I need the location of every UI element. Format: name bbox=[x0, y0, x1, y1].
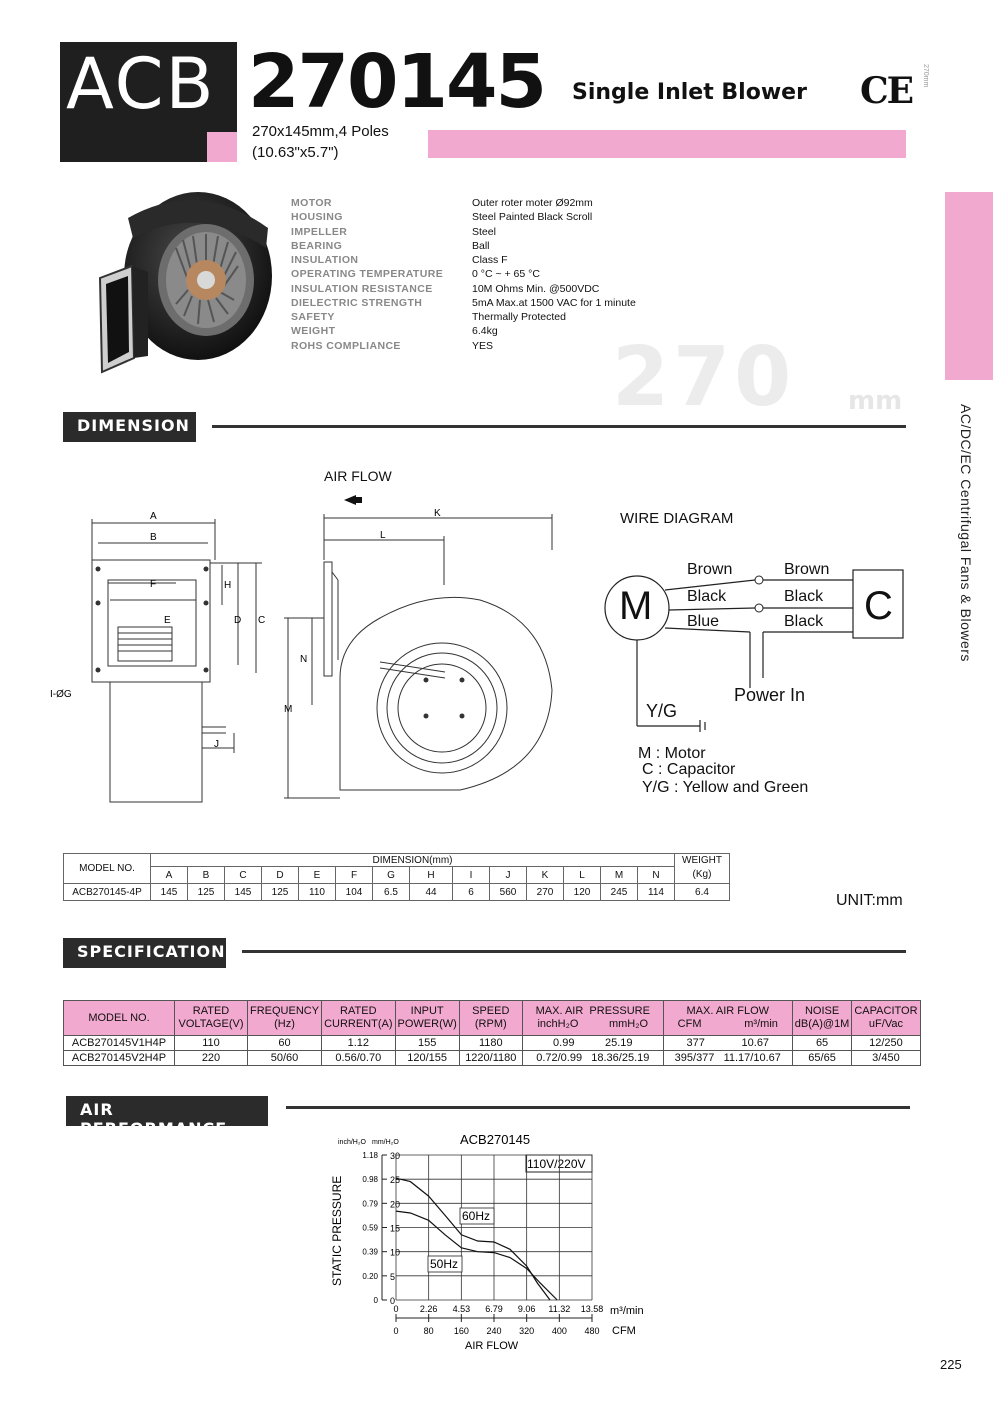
chart-x-tick-label-cfm: 400 bbox=[551, 1326, 567, 1336]
chart-y-label: STATIC PRESSURE bbox=[330, 1175, 344, 1286]
spec-col-noise bbox=[792, 1001, 852, 1036]
dim-col-f: F bbox=[336, 867, 373, 884]
dim-col-k: K bbox=[527, 867, 564, 884]
spec-r2-frequency: 50/60 bbox=[248, 1051, 322, 1066]
logo-accent bbox=[207, 132, 237, 162]
dim-value-weight: 6.4 bbox=[675, 884, 730, 901]
section-specification-rule bbox=[242, 950, 906, 953]
dim-value-c: 145 bbox=[225, 884, 262, 901]
dim-label-h: H bbox=[224, 580, 232, 591]
dim-table-model-header: MODEL NO. bbox=[64, 854, 151, 884]
chart-y-tick-label-inch: 0.98 bbox=[362, 1175, 378, 1185]
spec-value-impeller: Steel bbox=[472, 226, 496, 238]
dim-col-m: M bbox=[601, 867, 638, 884]
spec-r1-power: 155 bbox=[395, 1036, 459, 1051]
spec-label-rohs: ROHS COMPLIANCE bbox=[291, 340, 401, 352]
spec-value-safety: Thermally Protected bbox=[472, 311, 566, 323]
spec-col-current-l1: RATED bbox=[340, 1005, 377, 1017]
dim-label-k: K bbox=[434, 508, 441, 519]
chart-axes bbox=[382, 1155, 592, 1322]
spec-col-voltage-l2: VOLTAGE(V) bbox=[178, 1018, 244, 1030]
dim-label-j: J bbox=[214, 739, 219, 750]
dim-value-m: 245 bbox=[601, 884, 638, 901]
spec-label-motor: MOTOR bbox=[291, 197, 332, 209]
chart-x-tick-label-cfm: 160 bbox=[453, 1326, 469, 1336]
chart-y-tick-label-mm: 20 bbox=[390, 1199, 401, 1210]
wire-right-3: Black bbox=[784, 613, 824, 630]
spec-value-dielectric-strength: 5mA Max.at 1500 VAC for 1 minute bbox=[472, 297, 636, 309]
spec-col-speed-l1: SPEED bbox=[472, 1005, 510, 1017]
chart-x-tick-label-m3min: 4.53 bbox=[452, 1304, 471, 1314]
dim-col-d: D bbox=[262, 867, 299, 884]
dim-col-b: B bbox=[188, 867, 225, 884]
chart-x-tick-label-cfm: 240 bbox=[486, 1326, 502, 1336]
legend-capacitor: C : Capacitor bbox=[642, 761, 736, 778]
spec-r1-frequency: 60 bbox=[248, 1036, 322, 1051]
unit-label: UNIT:mm bbox=[836, 892, 903, 909]
chart-y-tick-label-mm: 15 bbox=[390, 1223, 401, 1234]
wire-right-2: Black bbox=[784, 588, 824, 605]
dim-col-g: G bbox=[373, 867, 410, 884]
spec-r1-pressure: 0.99 25.19 bbox=[522, 1036, 663, 1051]
spec-col-frequency bbox=[248, 1001, 322, 1036]
spec-r2-current: 0.56/0.70 bbox=[322, 1051, 395, 1066]
ce-mark: CE bbox=[860, 70, 913, 112]
motor-letter: M bbox=[619, 584, 653, 628]
wire-left-2: Black bbox=[687, 588, 727, 605]
spec-col-voltage bbox=[175, 1001, 248, 1036]
section-dimension-rule bbox=[212, 425, 906, 428]
spec-col-pressure-l1: MAX. AIR PRESSURE bbox=[535, 1005, 650, 1017]
spec-col-frequency-l2: (Hz) bbox=[274, 1018, 295, 1030]
spec-label-insulation: INSULATION bbox=[291, 254, 359, 266]
front-view-drawing bbox=[50, 505, 280, 805]
spec-r2-airflow: 395/377 11.17/10.67 bbox=[663, 1051, 792, 1066]
chart-x-tick-label-m3min: 2.26 bbox=[419, 1304, 438, 1314]
size-watermark-unit: mm bbox=[848, 386, 903, 416]
dim-value-a: 145 bbox=[151, 884, 188, 901]
spec-value-rohs: YES bbox=[472, 340, 494, 352]
chart-y-tick-label-mm: 10 bbox=[390, 1247, 401, 1258]
dim-col-i: I bbox=[453, 867, 490, 884]
dim-col-n: N bbox=[638, 867, 675, 884]
dim-col-c: C bbox=[225, 867, 262, 884]
spec-label-operating-temperature: OPERATING TEMPERATURE bbox=[291, 268, 444, 280]
dim-table-weight-header: WEIGHT bbox=[675, 854, 730, 867]
air-flow-label: AIR FLOW bbox=[324, 468, 392, 484]
product-title: Single Inlet Blower bbox=[572, 80, 807, 105]
chart-title: ACB270145 bbox=[460, 1132, 531, 1147]
dim-value-i: 6 bbox=[453, 884, 490, 901]
spec-col-noise-l2: dB(A)@1M bbox=[794, 1018, 850, 1030]
dim-col-j: J bbox=[490, 867, 527, 884]
section-air-performance-rule bbox=[286, 1106, 910, 1109]
chart-y-unit-right: mm/H₂O bbox=[372, 1139, 399, 1146]
chart-series-line-50hz bbox=[396, 1211, 557, 1300]
spec-r2-noise: 65/65 bbox=[792, 1051, 852, 1066]
wire-left-3: Blue bbox=[687, 613, 720, 630]
air-performance-chart bbox=[320, 1128, 660, 1356]
spec-value-insulation: Class F bbox=[472, 254, 508, 266]
spec-r1-noise: 65 bbox=[792, 1036, 852, 1051]
dim-label-i-g: I-ØG bbox=[50, 689, 72, 700]
spec-col-current-l2: CURRENT(A) bbox=[324, 1018, 393, 1030]
dim-label-m: M bbox=[284, 704, 293, 715]
spec-value-weight: 6.4kg bbox=[472, 325, 498, 337]
spec-label-weight: WEIGHT bbox=[291, 325, 336, 337]
dim-label-a: A bbox=[150, 511, 157, 522]
spec-label-safety: SAFETY bbox=[291, 311, 335, 323]
chart-y-tick-label-inch: 0.39 bbox=[362, 1247, 378, 1257]
chart-y-tick-label-mm: 30 bbox=[390, 1151, 401, 1161]
chart-x-tick-label-m3min: 9.06 bbox=[517, 1304, 536, 1314]
spec-col-voltage-l1: RATED bbox=[192, 1005, 230, 1017]
dim-col-e: E bbox=[299, 867, 336, 884]
chart-y-tick-label-inch: 0.20 bbox=[362, 1271, 378, 1281]
spec-value-bearing: Ball bbox=[472, 240, 490, 252]
chart-x-tick-label-m3min: 11.32 bbox=[548, 1304, 571, 1314]
spec-col-power-l2: POWER(W) bbox=[397, 1018, 457, 1030]
spec-col-power bbox=[395, 1001, 459, 1036]
spec-r1-capacitor: 12/250 bbox=[852, 1036, 920, 1051]
chart-y-tick-label-mm: 25 bbox=[390, 1175, 401, 1186]
spec-label-housing: HOUSING bbox=[291, 211, 343, 223]
page-number: 225 bbox=[940, 1357, 962, 1372]
spec-label-impeller: IMPELLER bbox=[291, 226, 348, 238]
spec-col-pressure bbox=[522, 1001, 663, 1036]
spec-col-airflow-l2: CFM m³/min bbox=[677, 1018, 778, 1030]
spec-col-capacitor bbox=[852, 1001, 920, 1036]
dim-table-weight-unit: (Kg) bbox=[675, 867, 730, 884]
dim-value-g: 6.5 bbox=[373, 884, 410, 901]
chart-x-unit-top: m³/min bbox=[610, 1305, 644, 1317]
spec-col-frequency-l1: FREQUENCY bbox=[250, 1005, 320, 1017]
chart-series-label-50hz: 50Hz bbox=[430, 1257, 459, 1271]
spec-r1-speed: 1180 bbox=[459, 1036, 522, 1051]
table-row bbox=[64, 1036, 921, 1051]
spec-r2-capacitor: 3/450 bbox=[852, 1051, 920, 1066]
specification-table bbox=[63, 1000, 921, 1066]
chart-y-tick-label-inch: 1.18 bbox=[362, 1151, 378, 1160]
chart-ticks bbox=[362, 1151, 603, 1336]
header-pink-bar bbox=[428, 130, 906, 158]
dim-value-b: 125 bbox=[188, 884, 225, 901]
spec-r2-speed: 1220/1180 bbox=[459, 1051, 522, 1066]
chart-x-tick-label-cfm: 80 bbox=[423, 1326, 434, 1336]
chart-x-tick-label-cfm: 0 bbox=[393, 1326, 399, 1336]
size-line-2: (10.63"x5.7") bbox=[252, 144, 339, 161]
power-in-label: Power In bbox=[734, 685, 806, 705]
spec-value-housing: Steel Painted Black Scroll bbox=[472, 211, 593, 223]
spec-r2-power: 120/155 bbox=[395, 1051, 459, 1066]
spec-value-motor: Outer roter moter Ø92mm bbox=[472, 197, 593, 209]
dim-value-n: 114 bbox=[638, 884, 675, 901]
dim-value-e: 110 bbox=[299, 884, 336, 901]
spec-r1-airflow: 377 10.67 bbox=[663, 1036, 792, 1051]
dim-row-model: ACB270145-4P bbox=[64, 884, 151, 901]
spec-col-power-l1: INPUT bbox=[410, 1005, 444, 1017]
spec-value-operating-temperature: 0 °C ~ + 65 °C bbox=[472, 268, 540, 280]
chart-y-tick-label-mm: 0 bbox=[390, 1296, 396, 1306]
dim-value-j: 560 bbox=[490, 884, 527, 901]
dimension-table bbox=[63, 853, 730, 901]
side-small-text: 270mm bbox=[922, 64, 929, 88]
spec-col-speed-l2: (RPM) bbox=[474, 1018, 507, 1030]
dim-label-c: C bbox=[258, 615, 266, 626]
dim-col-h: H bbox=[410, 867, 453, 884]
spec-label-bearing: BEARING bbox=[291, 240, 343, 252]
spec-label-insulation-resistance: INSULATION RESISTANCE bbox=[291, 283, 433, 295]
spec-r2-pressure: 0.72/0.99 18.36/25.19 bbox=[522, 1051, 663, 1066]
capacitor-letter: C bbox=[864, 584, 893, 628]
chart-y-unit-left: inch/H₂O bbox=[338, 1139, 367, 1146]
size-watermark: 270 bbox=[612, 330, 796, 425]
model-number: 270145 bbox=[248, 39, 545, 125]
chart-series bbox=[396, 1178, 557, 1300]
chart-x-tick-label-cfm: 480 bbox=[584, 1326, 600, 1336]
dim-col-l: L bbox=[564, 867, 601, 884]
side-tab bbox=[945, 192, 993, 380]
dim-value-h: 44 bbox=[410, 884, 453, 901]
spec-r1-current: 1.12 bbox=[322, 1036, 395, 1051]
ground-label: Y/G bbox=[646, 701, 678, 721]
size-line-1: 270x145mm,4 Poles bbox=[252, 123, 389, 140]
spec-col-airflow-l1: MAX. AIR FLOW bbox=[686, 1005, 770, 1017]
spec-col-capacitor-l2: uF/Vac bbox=[868, 1018, 903, 1030]
dim-value-f: 104 bbox=[336, 884, 373, 901]
section-air-performance: AIR PERFORMANCE bbox=[66, 1096, 268, 1126]
chart-y-tick-label-inch: 0.79 bbox=[362, 1199, 378, 1209]
wire-left-1: Brown bbox=[687, 561, 733, 578]
side-tab-label: AC/DC/EC Centrifugal Fans & Blowers bbox=[958, 404, 974, 662]
dim-value-k: 270 bbox=[527, 884, 564, 901]
spec-r1-model: ACB270145V1H4P bbox=[64, 1036, 175, 1051]
chart-annotation: 110V/220V bbox=[527, 1157, 586, 1171]
brand-logo-text: ACB bbox=[66, 43, 216, 125]
chart-y-tick-label-inch: 0 bbox=[373, 1296, 378, 1305]
spec-col-pressure-l2: inchH₂O mmH₂O bbox=[537, 1018, 649, 1030]
legend-motor: M : Motor bbox=[638, 745, 706, 762]
dim-col-a: A bbox=[151, 867, 188, 884]
spec-r2-model: ACB270145V2H4P bbox=[64, 1051, 175, 1066]
section-dimension: DIMENSION bbox=[63, 412, 196, 442]
spec-col-model bbox=[64, 1001, 175, 1036]
spec-col-current bbox=[322, 1001, 395, 1036]
dim-value-l: 120 bbox=[564, 884, 601, 901]
chart-series-label-60hz: 60Hz bbox=[462, 1209, 491, 1223]
chart-y-tick-label-mm: 5 bbox=[390, 1271, 396, 1282]
spec-col-speed bbox=[459, 1001, 522, 1036]
spec-col-model-label: MODEL NO. bbox=[88, 1011, 150, 1024]
chart-x-tick-label-m3min: 0 bbox=[393, 1304, 399, 1314]
spec-label-dielectric-strength: DIELECTRIC STRENGTH bbox=[291, 297, 423, 309]
dim-table-dimension-header: DIMENSION(mm) bbox=[151, 854, 675, 867]
spec-col-capacitor-l1: CAPACITOR bbox=[854, 1005, 918, 1017]
dim-value-d: 125 bbox=[262, 884, 299, 901]
chart-x-tick-label-m3min: 6.79 bbox=[485, 1304, 503, 1314]
wire-diagram-title: WIRE DIAGRAM bbox=[620, 510, 734, 527]
dim-label-e: E bbox=[164, 615, 171, 626]
dim-label-n: N bbox=[300, 654, 308, 665]
chart-x-tick-label-cfm: 320 bbox=[519, 1326, 535, 1336]
dim-label-l: L bbox=[380, 530, 386, 541]
spec-col-airflow bbox=[663, 1001, 792, 1036]
table-row bbox=[64, 884, 730, 901]
table-row bbox=[64, 1051, 921, 1066]
spec-r2-voltage: 220 bbox=[175, 1051, 248, 1066]
section-specification: SPECIFICATION bbox=[63, 938, 226, 968]
side-view-drawing bbox=[280, 490, 565, 805]
blower-photo bbox=[88, 188, 278, 383]
dim-label-d: D bbox=[234, 615, 242, 626]
chart-y-tick-label-inch: 0.59 bbox=[362, 1223, 378, 1233]
spec-value-insulation-resistance: 10M Ohms Min. @500VDC bbox=[472, 283, 600, 295]
wire-right-1: Brown bbox=[784, 561, 830, 578]
chart-x-unit-bottom: CFM bbox=[612, 1325, 636, 1337]
dim-label-f: F bbox=[150, 579, 157, 590]
dim-label-b: B bbox=[150, 532, 157, 543]
chart-grid bbox=[396, 1155, 592, 1300]
legend-yellow-green: Y/G : Yellow and Green bbox=[642, 779, 809, 796]
spec-col-noise-l1: NOISE bbox=[804, 1005, 840, 1017]
chart-x-tick-label-m3min: 13.58 bbox=[580, 1304, 604, 1314]
chart-x-label: AIR FLOW bbox=[465, 1340, 519, 1352]
spec-r1-voltage: 110 bbox=[175, 1036, 248, 1051]
